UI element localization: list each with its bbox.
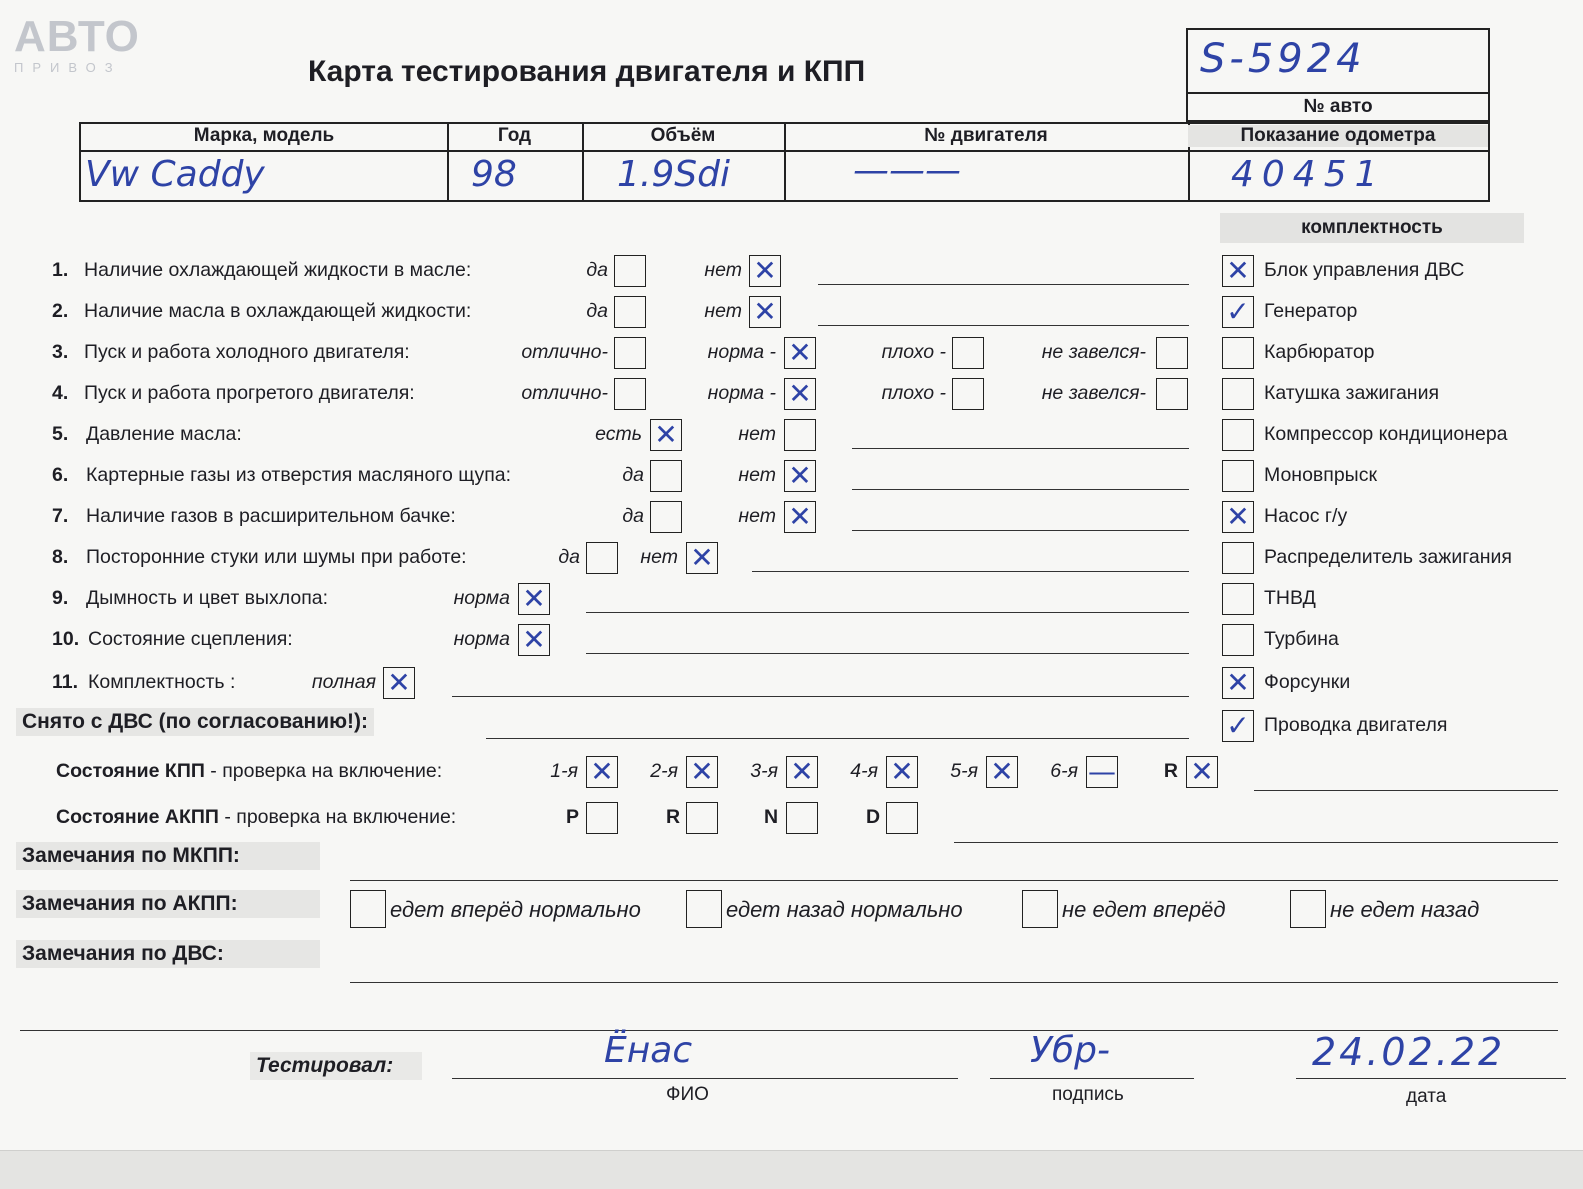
option-label: нет [738,464,776,486]
check-mark: ✕ [788,377,812,410]
gear-label: 5-я [950,760,978,782]
item-number: 9. [52,587,69,609]
check-mark: ✕ [753,254,777,287]
option-label: да [586,259,608,281]
col-header-year: Год [497,125,532,146]
akpp-gear-checkbox[interactable] [586,802,618,834]
gear-checkbox[interactable] [786,756,818,788]
gear-checkbox[interactable] [986,756,1018,788]
complect-item-label: Распределитель зажигания [1264,546,1512,568]
check-mark: ✕ [590,755,614,788]
check-mark [615,297,645,327]
complect-checkbox[interactable] [1222,378,1254,410]
signature-handwritten[interactable]: Убр- [1030,1030,1110,1071]
make-model-value[interactable]: Vw Caddy [85,154,265,195]
complect-checkbox[interactable] [1222,710,1254,742]
check-mark: ✕ [522,623,546,656]
check-mark [1157,338,1187,368]
option-label: не завелся- [1041,341,1146,363]
complect-checkbox[interactable] [1222,667,1254,699]
akpp-gear-label: N [764,806,779,828]
option-checkbox[interactable] [518,583,550,615]
comment-line[interactable] [818,325,1189,326]
gear-checkbox[interactable] [1186,756,1218,788]
akpp-remark-option: едет назад нормально [726,897,963,922]
gear-label: 6-я [1050,760,1078,782]
date-line[interactable] [1296,1078,1566,1079]
signature-label: подпись [1052,1084,1124,1105]
check-mark: ✓ [1226,709,1250,742]
option-checkbox[interactable] [784,460,816,492]
item-label: Дымность и цвет выхлопа: [86,587,329,609]
gear-label: R [1163,760,1178,782]
odometer-value[interactable]: 40451 [1231,154,1386,195]
check-mark [615,338,645,368]
check-mark: ✕ [790,755,814,788]
kpp-label-bold: Состояние КПП [56,760,205,782]
option-checkbox[interactable] [784,378,816,410]
item-label: Картерные газы из отверстия масляного щупа: [86,464,512,486]
item-number: 5. [52,423,69,445]
comment-line[interactable] [586,612,1189,613]
akpp-remark-option: не едет вперёд [1062,897,1226,922]
check-mark: ✕ [990,755,1014,788]
akpp-remark-checkbox[interactable] [350,890,386,928]
option-checkbox[interactable] [1156,378,1188,410]
option-checkbox[interactable] [952,337,984,369]
akpp-gear-label: D [866,806,881,828]
option-checkbox[interactable] [650,501,682,533]
remarks-dvs-line-1[interactable] [350,982,1558,983]
item-number: 10. [52,628,80,650]
akpp-remark-checkbox[interactable] [1022,890,1058,928]
item-label: Пуск и работа прогретого двигателя: [84,382,415,404]
page-title: Карта тестирования двигателя и КПП [308,55,866,88]
option-label: нет [704,259,742,281]
option-label: да [558,546,580,568]
complect-item-label: Насос г/у [1264,505,1348,527]
check-mark: ✕ [890,755,914,788]
vehicle-info-table [79,122,1490,202]
signature-line[interactable] [990,1078,1194,1079]
removed-from-engine-label: Снято с ДВС (по согласованию!): [16,708,374,736]
remarks-akpp-label: Замечания по АКПП: [16,890,320,918]
check-mark: ✕ [387,666,411,699]
option-label: отлично- [521,382,608,404]
col-header-engine-number: № двигателя [924,125,1048,146]
option-checkbox[interactable] [614,378,646,410]
gear-checkbox[interactable] [686,756,718,788]
auto-number-divider [1188,92,1488,94]
option-label: плохо - [881,382,946,404]
complect-item-label: Проводка двигателя [1264,714,1448,736]
check-mark: ✕ [1226,500,1250,533]
complect-checkbox[interactable] [1222,583,1254,615]
item-number: 4. [52,382,69,404]
complect-checkbox[interactable] [1222,460,1254,492]
option-label: отлично- [521,341,608,363]
akpp-gear-checkbox[interactable] [886,802,918,834]
col-header-odometer: Показание одометра [1188,125,1488,147]
fio-handwritten[interactable]: Ёнас [604,1030,693,1071]
kpp-label [56,760,442,783]
check-mark: ✕ [788,459,812,492]
remarks-dvs-label: Замечания по ДВС: [16,940,320,968]
comment-line[interactable] [852,489,1189,490]
option-label: да [622,505,644,527]
check-mark: ✕ [788,336,812,369]
remarks-mkpp-line[interactable] [350,880,1558,881]
item-label: Посторонние стуки или шумы при работе: [86,546,467,568]
check-mark [1223,420,1253,450]
akpp-remark-checkbox[interactable] [686,890,722,928]
gear-checkbox[interactable] [1086,756,1118,788]
option-checkbox[interactable] [650,460,682,492]
item-label: Комплектность : [88,671,236,693]
auto-number-value: S-5924 [1200,36,1366,82]
option-checkbox[interactable] [1156,337,1188,369]
check-mark: ✕ [690,541,714,574]
item-label: Пуск и работа холодного двигателя: [84,341,410,363]
check-mark [1223,543,1253,573]
comment-line[interactable] [818,284,1189,285]
comment-line[interactable] [852,448,1189,449]
akpp-gear-label: R [666,806,681,828]
kpp-comment-line[interactable] [1254,790,1558,791]
gear-checkbox[interactable] [886,756,918,788]
complect-item-label: Компрессор кондиционера [1264,423,1508,445]
comment-line[interactable] [852,530,1189,531]
gear-label: 4-я [850,760,878,782]
remarks-mkpp-label: Замечания по МКПП: [16,842,320,870]
complect-checkbox[interactable] [1222,296,1254,328]
auto-number-label: № авто [1303,96,1373,117]
year-value[interactable]: 98 [471,154,517,195]
check-mark: ✕ [690,755,714,788]
check-mark: ✓ [1226,295,1250,328]
col-header-make-model: Марка, модель [193,125,335,146]
check-mark [953,379,983,409]
option-checkbox[interactable] [749,255,781,287]
volume-value[interactable]: 1.9Sdi [617,154,730,195]
complect-checkbox[interactable] [1222,255,1254,287]
option-checkbox[interactable] [749,296,781,328]
logo-sub-text: ПРИВОЗ [14,60,122,75]
complect-item-label: Турбина [1264,628,1339,650]
item-label: Наличие газов в расширительном бачке: [86,505,456,527]
check-mark [615,256,645,286]
akpp-comment-line[interactable] [954,842,1558,843]
check-mark: ✕ [1190,755,1214,788]
check-mark [1157,379,1187,409]
kpp-label-rest: - проверка на включение: [204,760,443,782]
item-label: Наличие масла в охлаждающей жидкости: [84,300,472,322]
option-label: да [586,300,608,322]
akpp-remark-option: едет вперёд нормально [390,897,641,922]
option-label: нет [640,546,678,568]
complect-checkbox[interactable] [1222,337,1254,369]
check-mark: ✕ [1226,666,1250,699]
engine-number-value[interactable]: ——— [853,150,961,191]
complect-item-label: Катушка зажигания [1264,382,1440,404]
auto-number-box [1186,28,1490,122]
option-label: полная [311,671,376,693]
complect-item-label: Форсунки [1264,671,1351,693]
col-header-volume: Объём [650,125,716,146]
option-checkbox[interactable] [614,255,646,287]
option-label: норма [453,587,510,609]
akpp-label-bold: Состояние АКПП [56,806,219,828]
akpp-gear-checkbox[interactable] [786,802,818,834]
gear-label: 2-я [650,760,678,782]
complect-item-label: Моновпрыск [1264,464,1377,486]
check-mark [1223,625,1253,655]
complect-checkbox[interactable] [1222,624,1254,656]
option-label: норма [453,628,510,650]
option-label: норма - [707,382,776,404]
akpp-label-rest: - проверка на включение: [218,806,457,828]
date-handwritten[interactable]: 24.02.22 [1312,1030,1506,1074]
complect-checkbox[interactable] [1222,542,1254,574]
option-checkbox[interactable] [383,667,415,699]
akpp-gear-checkbox[interactable] [686,802,718,834]
check-mark: ✕ [753,295,777,328]
complect-checkbox[interactable] [1222,419,1254,451]
item-number: 2. [52,300,69,322]
check-mark [651,461,681,491]
akpp-remark-option: не едет назад [1330,897,1480,922]
option-label: да [622,464,644,486]
option-checkbox[interactable] [784,419,816,451]
gear-label: 3-я [750,760,778,782]
akpp-remark-checkbox[interactable] [1290,890,1326,928]
option-label: норма - [707,341,776,363]
option-checkbox[interactable] [518,624,550,656]
check-mark [1223,338,1253,368]
paper-bottom-edge [0,1150,1583,1189]
tested-by-label: Тестировал: [250,1052,422,1080]
akpp-label [56,806,456,829]
item-number: 7. [52,505,69,527]
complect-checkbox[interactable] [1222,501,1254,533]
item-number: 1. [52,259,69,281]
option-checkbox[interactable] [784,337,816,369]
check-mark [651,502,681,532]
complect-title: комплектность [1220,213,1524,243]
option-label: не завелся- [1041,382,1146,404]
logo-main-text: АВТО [14,12,140,61]
option-checkbox[interactable] [614,337,646,369]
comment-line[interactable] [586,653,1189,654]
comment-line[interactable] [752,571,1189,572]
item-number: 11. [52,671,79,693]
complect-item-label: Карбюратор [1264,341,1375,363]
comment-line[interactable] [452,696,1189,697]
item-label: Давление масла: [86,423,242,445]
check-mark [1223,461,1253,491]
item-label: Наличие охлаждающей жидкости в масле: [84,259,472,281]
check-mark: ✕ [522,582,546,615]
option-checkbox[interactable] [952,378,984,410]
check-mark [785,420,815,450]
check-mark: ✕ [1226,254,1250,287]
complect-item-label: ТНВД [1264,587,1316,609]
check-mark: ✕ [788,500,812,533]
option-label: плохо - [881,341,946,363]
option-checkbox[interactable] [650,419,682,451]
fio-label: ФИО [666,1084,709,1105]
check-mark: — [1088,755,1116,788]
check-mark: ✕ [654,418,678,451]
check-mark [1223,379,1253,409]
akpp-gear-label: P [566,806,580,828]
gear-checkbox[interactable] [586,756,618,788]
removed-comment-line[interactable] [486,738,1189,739]
option-label: нет [738,423,776,445]
complect-item-label: Блок управления ДВС [1264,259,1465,281]
option-checkbox[interactable] [784,501,816,533]
option-label: есть [595,423,642,445]
item-number: 8. [52,546,69,568]
option-checkbox[interactable] [686,542,718,574]
item-number: 3. [52,341,69,363]
gear-label: 1-я [550,760,578,782]
check-mark [1223,584,1253,614]
check-mark [615,379,645,409]
complect-item-label: Генератор [1264,300,1358,322]
item-label: Состояние сцепления: [88,628,293,650]
fio-line[interactable] [452,1078,958,1079]
item-number: 6. [52,464,69,486]
option-checkbox[interactable] [614,296,646,328]
avtoprivoz-logo [14,14,148,75]
option-label: нет [704,300,742,322]
option-label: нет [738,505,776,527]
check-mark [953,338,983,368]
date-label: дата [1406,1086,1447,1107]
